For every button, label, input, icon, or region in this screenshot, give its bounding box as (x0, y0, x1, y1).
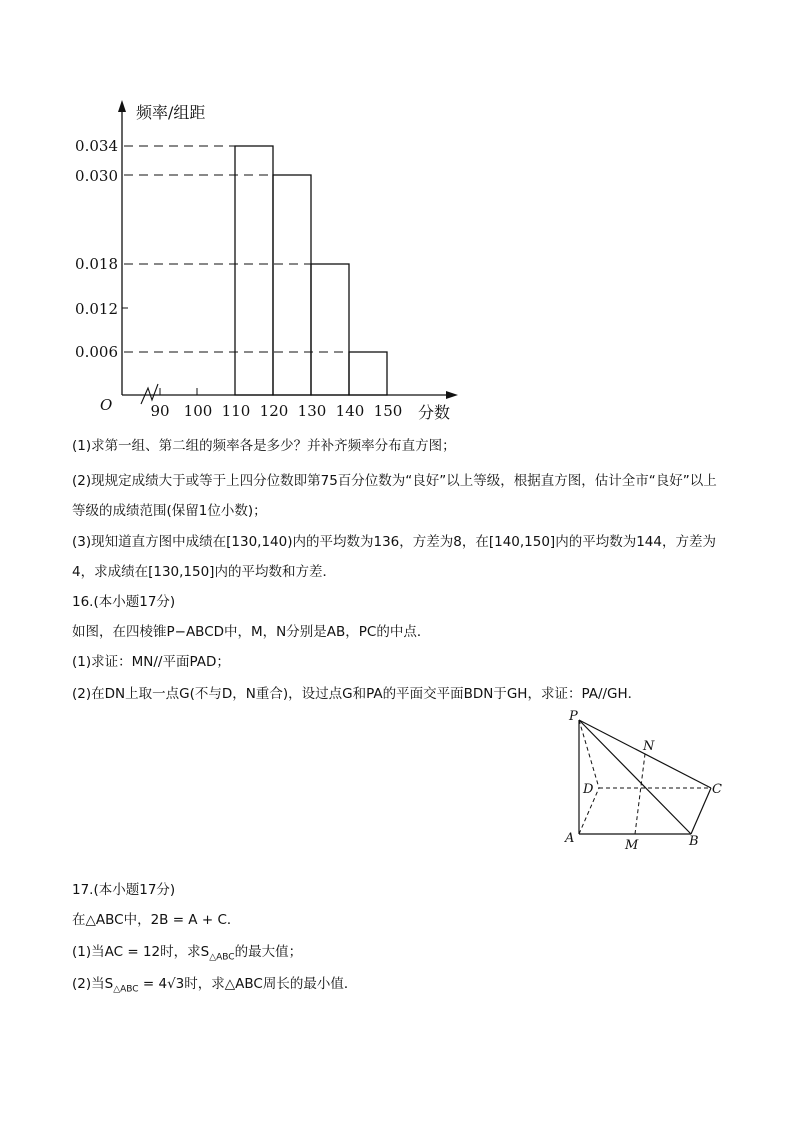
q16-part-2: (2)在DN上取一点G(不与D，N重合)，设过点G和PA的平面交平面BDN于GH，求证：PA//GH． (72, 686, 642, 702)
q16-intro: 如图，在四棱锥P−ABCD中，M，N分别是AB，PC的中点． (72, 624, 431, 640)
q17-part-2-subscript: △ABC (113, 984, 139, 995)
x-axis-label: 分数 (418, 403, 451, 422)
x-axis-arrow (446, 391, 458, 399)
vertex-A: A (565, 831, 575, 846)
y-tick-label: 0.034 (75, 137, 118, 155)
y-axis-arrow (118, 100, 126, 112)
q17-part-1-tail: 的最大值； (234, 944, 303, 960)
x-tick-label: 110 (221, 402, 251, 420)
q15-part-1: (1)求第一组、第二组的频率各是多少？并补齐频率分布直方图； (72, 438, 456, 454)
vertex-M: M (625, 838, 639, 853)
q16-header: 16.(本小题17分) (72, 594, 176, 610)
x-tick-label: 140 (335, 402, 365, 420)
y-tick-label: 0.018 (75, 255, 118, 273)
y-axis-label: 频率/组距 (136, 103, 206, 122)
x-tick-label: 120 (259, 402, 289, 420)
q17-part-1-subscript: △ABC (209, 952, 235, 963)
x-tick-label: 130 (297, 402, 327, 420)
q17-intro: 在△ABC中，2B = A + C． (72, 912, 241, 928)
x-tick-label: 100 (183, 402, 213, 420)
q17-part-2-tail: = 4√3时，求△ABC周长的最小值． (138, 976, 358, 992)
edge-BC (691, 788, 711, 834)
vertex-P: P (569, 709, 578, 724)
histogram-bar-120-130 (273, 175, 311, 395)
vertex-N: N (643, 739, 655, 754)
origin-label: O (100, 396, 113, 414)
y-tick-label: 0.006 (75, 343, 118, 361)
q17-header: 17.(本小题17分) (72, 882, 176, 898)
histogram-bar-110-120 (235, 146, 273, 395)
histogram-bar-140-150 (349, 352, 387, 395)
y-tick-label: 0.012 (75, 300, 118, 318)
x-tick-label: 150 (373, 402, 403, 420)
q17-part-1 (72, 942, 302, 968)
q17-part-1-text: (1)当AC = 12时，求S (72, 944, 210, 960)
q17-part-2 (72, 974, 357, 1000)
histogram-bar-130-140 (311, 264, 349, 395)
frequency-histogram (0, 0, 794, 430)
q17-part-2-text: (2)当S (72, 976, 114, 992)
q15-part-2: (2)现规定成绩大于或等于上四分位数即第75百分位数为“良好”以上等级，根据直方图，估计全市“良好”以上等级的成绩范围(保留1位小数)； (72, 473, 717, 519)
vertex-B: B (689, 834, 699, 849)
q15-part-3: (3)现知道直方图中成绩在[130,140)内的平均数为136，方差为8，在[140,150]内的平均数为144，方差为4，求成绩在[130,150]内的平均数和方差． (72, 534, 716, 580)
segment-MN (635, 754, 645, 834)
x-tick-label: 90 (150, 402, 170, 420)
y-tick-label: 0.030 (75, 167, 118, 185)
pyramid-figure (555, 704, 735, 854)
axis-break (141, 384, 158, 404)
vertex-D: D (583, 782, 594, 797)
q16-part-1: (1)求证：MN//平面PAD； (72, 654, 230, 670)
vertex-C: C (712, 782, 722, 797)
